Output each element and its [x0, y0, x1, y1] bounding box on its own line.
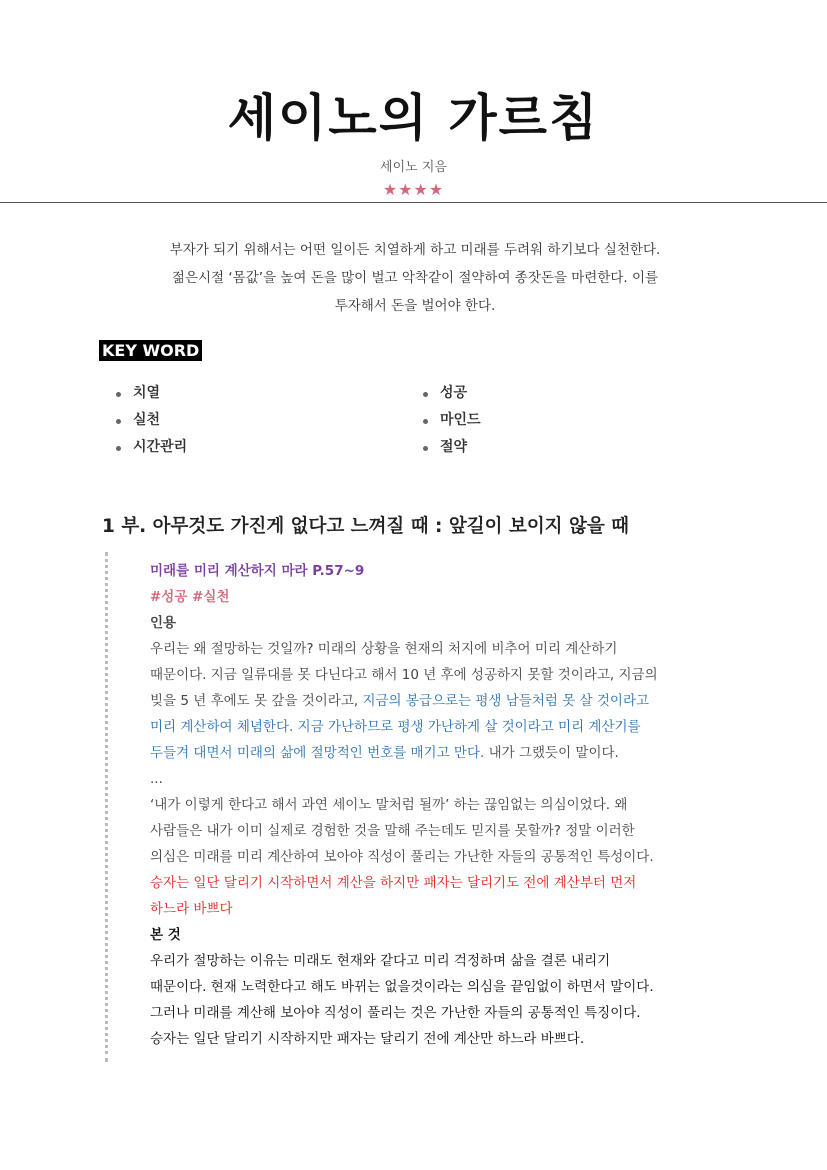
section-title: 미래를 미리 계산하지 마라 P.57~9: [150, 563, 365, 579]
keyword-list-left: [107, 380, 187, 461]
author-line: 세이노 지음: [380, 160, 447, 175]
hashtags: #성공 #실천: [150, 589, 230, 605]
keyword-item: 시간관리: [107, 434, 187, 461]
rating-stars: ★★★★: [382, 180, 445, 199]
quote-line: [150, 688, 750, 714]
quote-line: 우리는 왜 절망하는 것일까? 미래의 상황을 현재의 처지에 비추어 미리 계산하기: [150, 641, 618, 657]
keyword-item: 성공: [414, 380, 481, 407]
reflection-line: 때문이다. 현재 노력한다고 해도 바뀌는 없을것이라는 의심을 끝임없이 하면서 말이다.: [150, 979, 654, 995]
keyword-list-right: [414, 380, 481, 461]
ellipsis: ...: [150, 771, 163, 787]
summary-line: 부자가 되기 위해서는 어떤 일이든 치열하게 하고 미래를 두려워 하기보다 실천한다.: [169, 242, 661, 258]
summary-line: 투자해서 돈을 벌어야 한다.: [334, 298, 496, 314]
book-summary: [95, 236, 735, 320]
quote-line: [150, 740, 750, 766]
keyword-item: 치열: [107, 380, 187, 407]
title-divider: [0, 202, 827, 203]
highlight-line: 미리 계산하여 체념한다. 지금 가난하므로 평생 가난하게 살 것이라고 미리 계산기를: [150, 719, 641, 735]
highlight-text: 지금의 봉급으로는 평생 남들처럼 못 살 것이라고: [362, 693, 650, 709]
highlight-text: 두들겨 대면서 미래의 삶에 절망적인 번호를 매기고 만다.: [150, 745, 485, 761]
emphasis-line: 하느라 바쁘다: [150, 901, 233, 917]
page-title: 세이노의 가르침: [227, 89, 600, 147]
quote-line: 때문이다. 지금 일류대를 못 다닌다고 해서 10 년 후에 성공하지 못할 것이라고, 지금의: [150, 667, 658, 683]
quote-text: 내가 그랬듯이 말이다.: [484, 745, 619, 761]
quote-label: 인용: [150, 615, 177, 631]
quote-text: 빚을 5 년 후에도 못 갚을 것이라고,: [150, 693, 363, 709]
keyword-item: 실천: [107, 407, 187, 434]
emphasis-line: 승자는 일단 달리기 시작하면서 계산을 하지만 패자는 달리기도 전에 계산부터 먼저: [150, 875, 637, 891]
quote-block: [105, 552, 748, 1062]
reflection-line: 승자는 일단 달리기 시작하지만 패자는 달리기 전에 계산만 하느라 바쁘다.: [150, 1031, 585, 1047]
summary-line: 젊은시절 ‘몸값’을 높여 돈을 많이 벌고 악착같이 절약하여 종잣돈을 마련한다. 이를: [171, 270, 659, 286]
keyword-item: 절약: [414, 434, 481, 461]
quote-line: ‘내가 이렇게 한다고 해서 과연 세이노 말처럼 될까’ 하는 끊임없는 의심이었다. 왜: [150, 797, 628, 813]
part-heading: 1 부. 아무것도 가진게 없다고 느껴질 때 : 앞길이 보이지 않을 때: [102, 516, 630, 537]
reflection-line: 우리가 절망하는 이유는 미래도 현재와 같다고 미리 걱정하며 삶을 결론 내리기: [150, 953, 611, 969]
keyword-item: 마인드: [414, 407, 481, 434]
quote-line: 의심은 미래를 미리 계산하여 보아야 직성이 풀리는 가난한 자들의 공통적인 특성이다.: [150, 849, 654, 865]
quote-line: 사람들은 내가 이미 실제로 경험한 것을 말해 주는데도 믿지를 못할까? 정말 이러한: [150, 823, 635, 839]
reflection-line: 그러나 미래를 계산해 보아야 직성이 풀리는 것은 가난한 자들의 공통적인 특징이다.: [150, 1005, 641, 1021]
keyword-heading: KEY WORD: [99, 340, 202, 361]
reflection-label: 본 것: [150, 927, 181, 943]
